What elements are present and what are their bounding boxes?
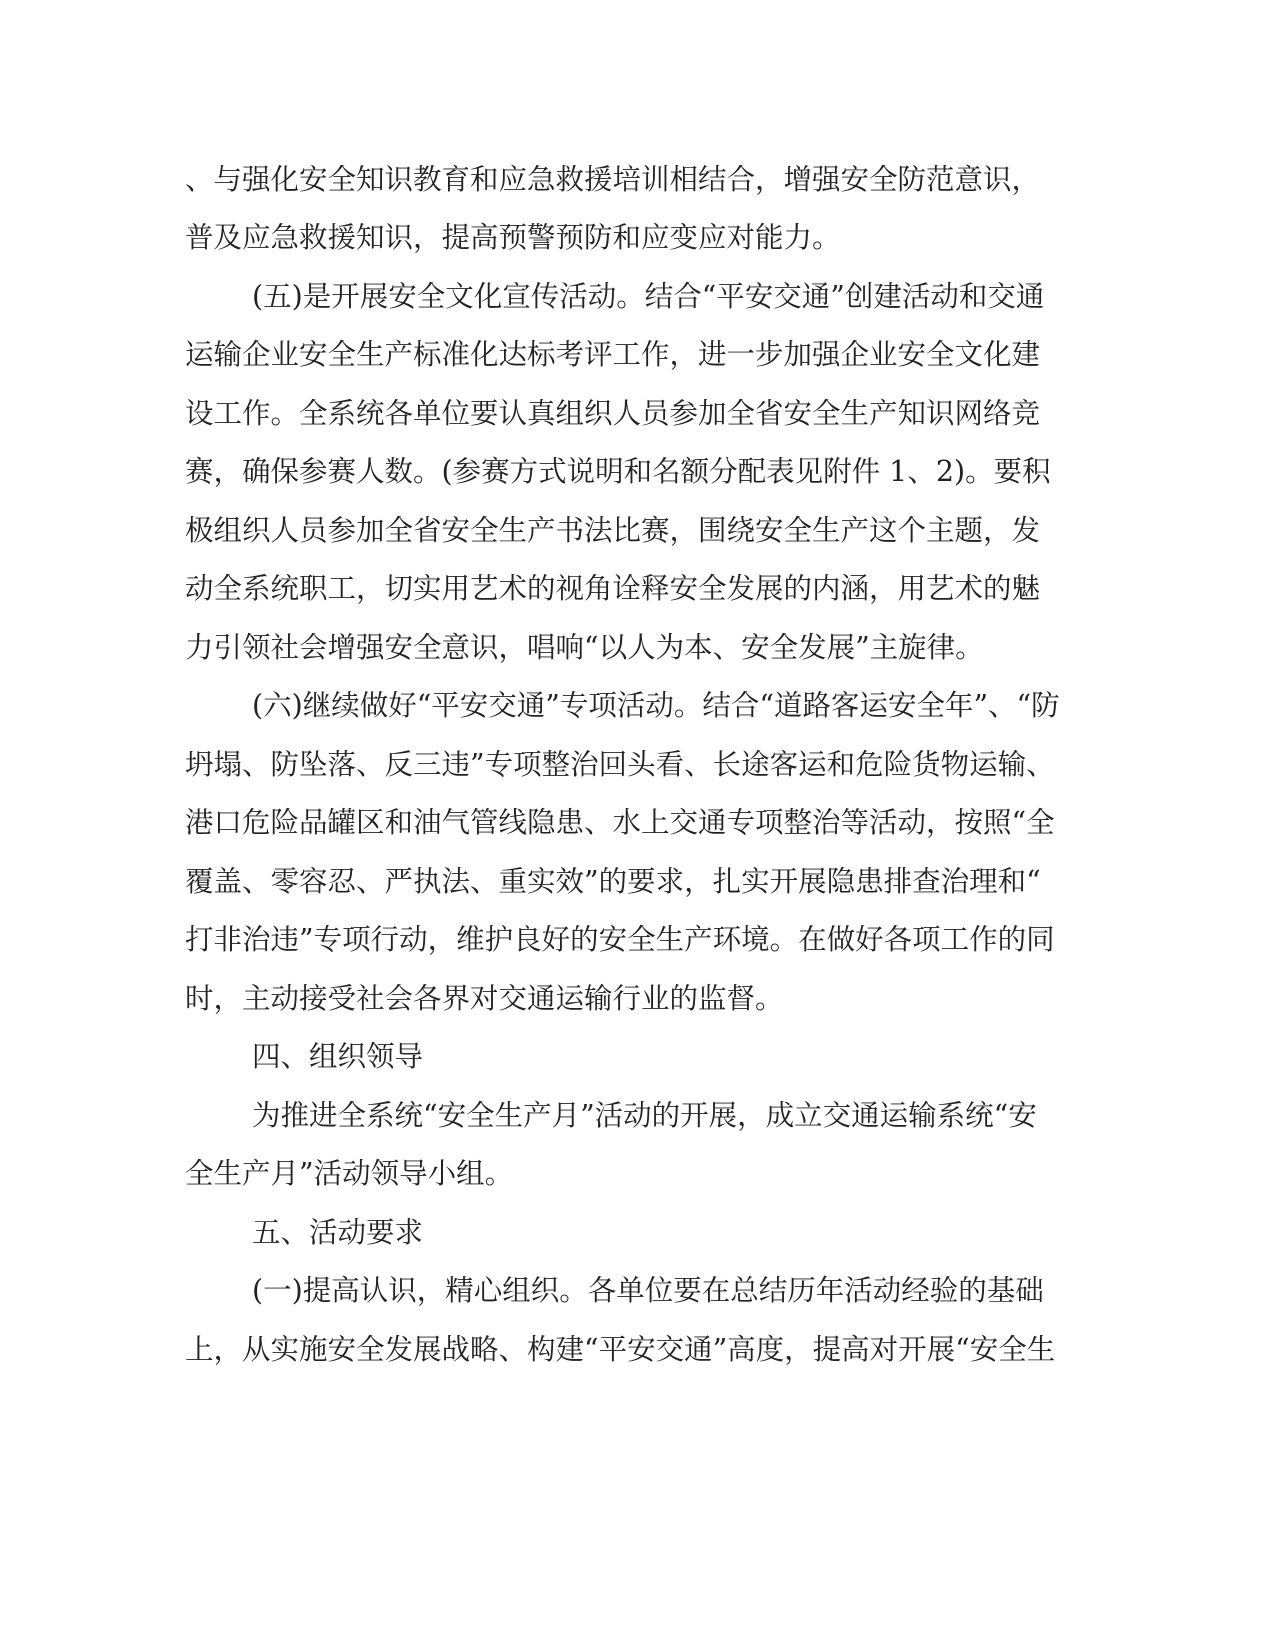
body-text-line: 时，主动接受社会各界对交通运输行业的监督。: [185, 982, 784, 1015]
body-text-line: 港口危险品罐区和油气管线隐患、水上交通专项整治等活动，按照“全: [185, 806, 1055, 839]
body-text-line: 赛，确保参赛人数。(参赛方式说明和名额分配表见附件 1、2)。要积: [185, 455, 1051, 488]
body-text-line: 打非治违”专项行动，维护良好的安全生产环境。在做好各项工作的同: [185, 923, 1055, 956]
body-text-line: 为推进全系统“安全生产月”活动的开展，成立交通运输系统“安: [252, 1099, 1037, 1132]
body-text-line: 动全系统职工，切实用艺术的视角诠释安全发展的内涵，用艺术的魅: [185, 572, 1041, 605]
body-text-line: 上，从实施安全发展战略、构建“平安交通”高度，提高对开展“安全生: [185, 1333, 1056, 1366]
body-text-line: 力引领社会增强安全意识，唱响“以人为本、安全发展”主旋律。: [185, 631, 984, 664]
body-text-line: 、与强化安全知识教育和应急救援培训相结合，增强安全防范意识，: [185, 163, 1041, 196]
body-text-line: 覆盖、零容忍、严执法、重实效”的要求，扎实开展隐患排查治理和“: [185, 865, 1041, 898]
body-text-line: 设工作。全系统各单位要认真组织人员参加全省安全生产知识网络竞: [185, 397, 1041, 430]
section-4-heading: 四、组织领导: [252, 1040, 424, 1073]
body-text-line: 坍塌、防坠落、反三违”专项整治回头看、长途客运和危险货物运输、: [185, 748, 1055, 781]
paragraph-6-heading-line: (六)继续做好“平安交通”专项活动。结合“道路客运安全年”、“防: [252, 689, 1060, 722]
paragraph-5-heading-line: (五)是开展安全文化宣传活动。结合“平安交通”创建活动和交通: [252, 280, 1045, 313]
body-text-line: 运输企业安全生产标准化达标考评工作，进一步加强企业安全文化建: [185, 338, 1041, 371]
section-5-heading: 五、活动要求: [252, 1216, 424, 1249]
paragraph-1-heading-line: (一)提高认识，精心组织。各单位要在总结历年活动经验的基础: [252, 1274, 1044, 1307]
body-text-line: 全生产月”活动领导小组。: [185, 1157, 514, 1190]
body-text-line: 普及应急救援知识，提高预警预防和应变应对能力。: [185, 221, 841, 254]
body-text-line: 极组织人员参加全省安全生产书法比赛，围绕安全生产这个主题，发: [185, 514, 1041, 547]
